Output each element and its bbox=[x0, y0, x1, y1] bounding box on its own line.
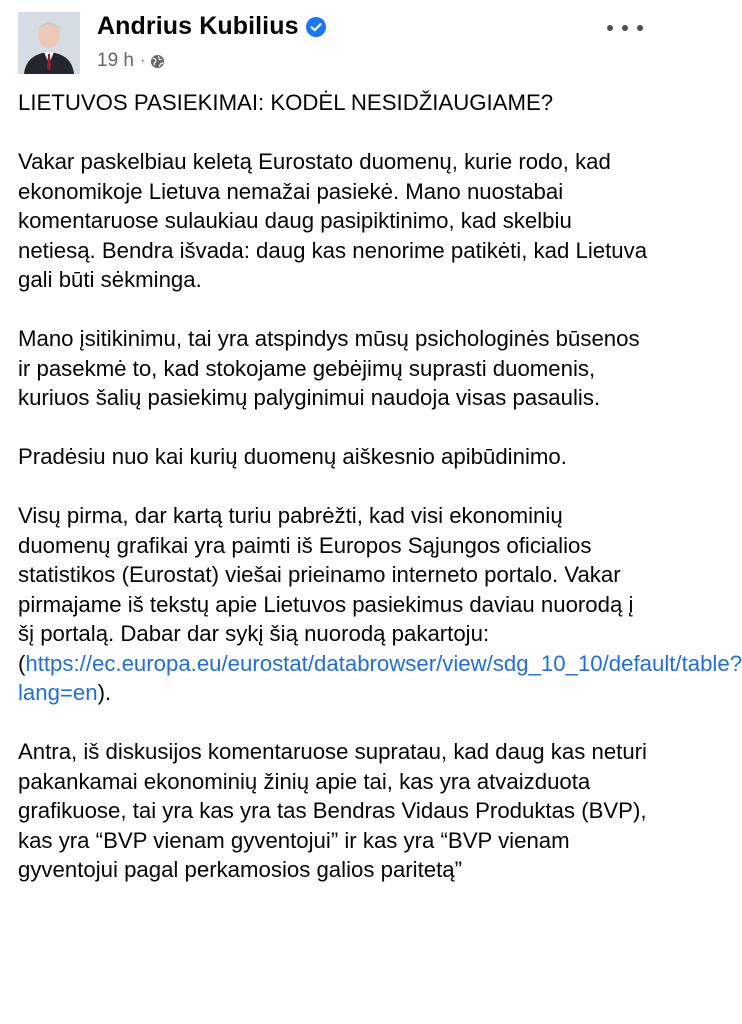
eurostat-link[interactable]: https://ec.europa.eu/eurostat/databrowser/view/sdg_10_10/default/table?lang=en bbox=[18, 650, 742, 705]
post-header bbox=[18, 10, 643, 72]
post-title: LIETUVOS PASIEKIMAI: KODĖL NESIDŽIAUGIAME? bbox=[18, 90, 554, 115]
globe-icon[interactable] bbox=[150, 54, 165, 69]
author-avatar[interactable] bbox=[18, 12, 80, 74]
avatar-portrait-icon bbox=[18, 12, 80, 74]
meta-separator: · bbox=[139, 52, 146, 69]
post-paragraph-4 bbox=[18, 501, 742, 708]
post-paragraph-2: Mano įsitikinimu, tai yra atspindys mūsų psichologinės būsenos ir pasekmė to, kad stokojame gebėjimų suprasti duomenis, kuriuos šalių pasiekimų palyginimui naudoja visas pasaulis. bbox=[18, 326, 640, 410]
post-paragraph-3: Pradėsiu nuo kai kurių duomenų aiškesnio apibūdinimo. bbox=[18, 444, 567, 469]
author-name[interactable]: Andrius Kubilius bbox=[97, 12, 299, 40]
post-paragraph-5: Antra, iš diskusijos komentaruose supratau, kad daug kas neturi pakankamai ekonominių žinių apie tai, kas yra atvaizduota grafikuose, tai yra kas yra tas Bendras Vidaus Produktas (BVP), kas yra “BVP vienam gyventojui” ir kas yra “BVP vienam gyventojui pagal perkamosios galios paritetą” bbox=[18, 739, 647, 882]
author-row bbox=[97, 12, 326, 41]
paragraph-4-text: Visų pirma, dar kartą turiu pabrėžti, kad visi ekonominių duomenų grafikai yra paimti iš Europos Sąjungos oficialios statistikos (Eurostat) viešai prieinamo interneto portalo. Vakar pirmajame iš tekstų apie Lietuvos pasiekimus daviau nuorodą į šį portalą. Dabar dar sykį šią nuorodą pakartoju: ( bbox=[18, 503, 634, 676]
post-timestamp[interactable]: 19 h bbox=[97, 50, 134, 71]
more-dot bbox=[607, 25, 613, 31]
verified-badge-icon bbox=[306, 17, 326, 37]
post-body bbox=[18, 88, 742, 914]
post-meta bbox=[97, 50, 165, 72]
more-options-icon[interactable] bbox=[607, 16, 643, 40]
more-dot bbox=[637, 25, 643, 31]
post-paragraph-1: Vakar paskelbiau keletą Eurostato duomenų, kurie rodo, kad ekonomikoje Lietuva nemažai pasiekė. Mano nuostabai komentaruose sulaukiau daug pasipiktinimo, kad skelbiu netiesą. Bendra išvada: daug kas nenorime patikėti, kad Lietuva gali būti sėkminga. bbox=[18, 149, 648, 292]
paragraph-4-closing: ). bbox=[97, 680, 112, 705]
more-dot bbox=[622, 25, 628, 31]
